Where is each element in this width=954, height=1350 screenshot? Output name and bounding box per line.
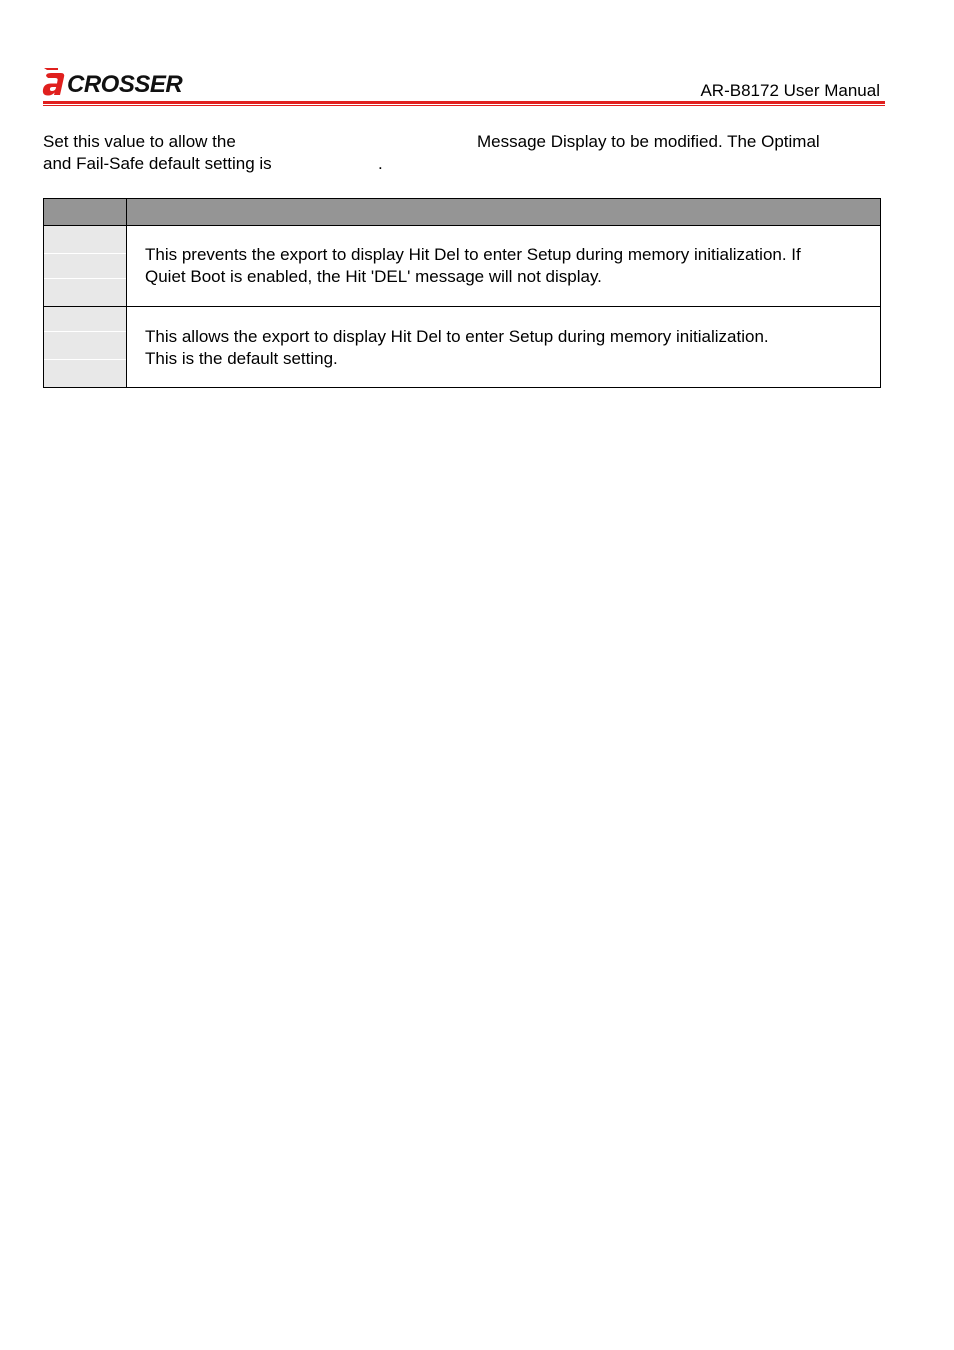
- document-title: AR-B8172 User Manual: [700, 81, 880, 100]
- row-separator: [44, 306, 880, 307]
- header-rule-thin: [43, 105, 885, 106]
- svg-text:CROSSER: CROSSER: [67, 71, 183, 98]
- intro-text-a: Set this value to allow the: [43, 132, 236, 151]
- table-header-row: [44, 199, 880, 226]
- intro-text-c: and Fail-Safe default setting is: [43, 154, 272, 173]
- option-cell: [44, 226, 126, 306]
- table-row: [145, 326, 769, 370]
- description-line: This prevents the export to display Hit Del to enter Setup during memory initialization. If: [145, 245, 801, 264]
- options-table: [43, 198, 881, 388]
- table-row: [145, 244, 801, 288]
- intro-text-b: Message Display to be modified. The Optimal: [477, 132, 820, 151]
- description-line: Quiet Boot is enabled, the Hit 'DEL' message will not display.: [145, 267, 602, 286]
- column-divider: [126, 199, 127, 387]
- description-line: This is the default setting.: [145, 349, 338, 368]
- option-cell: [44, 307, 126, 387]
- description-line: This allows the export to display Hit Del to enter Setup during memory initialization.: [145, 327, 769, 346]
- intro-text-d: .: [378, 154, 383, 173]
- acrosser-logo: [42, 64, 202, 98]
- header-rule: [43, 101, 885, 104]
